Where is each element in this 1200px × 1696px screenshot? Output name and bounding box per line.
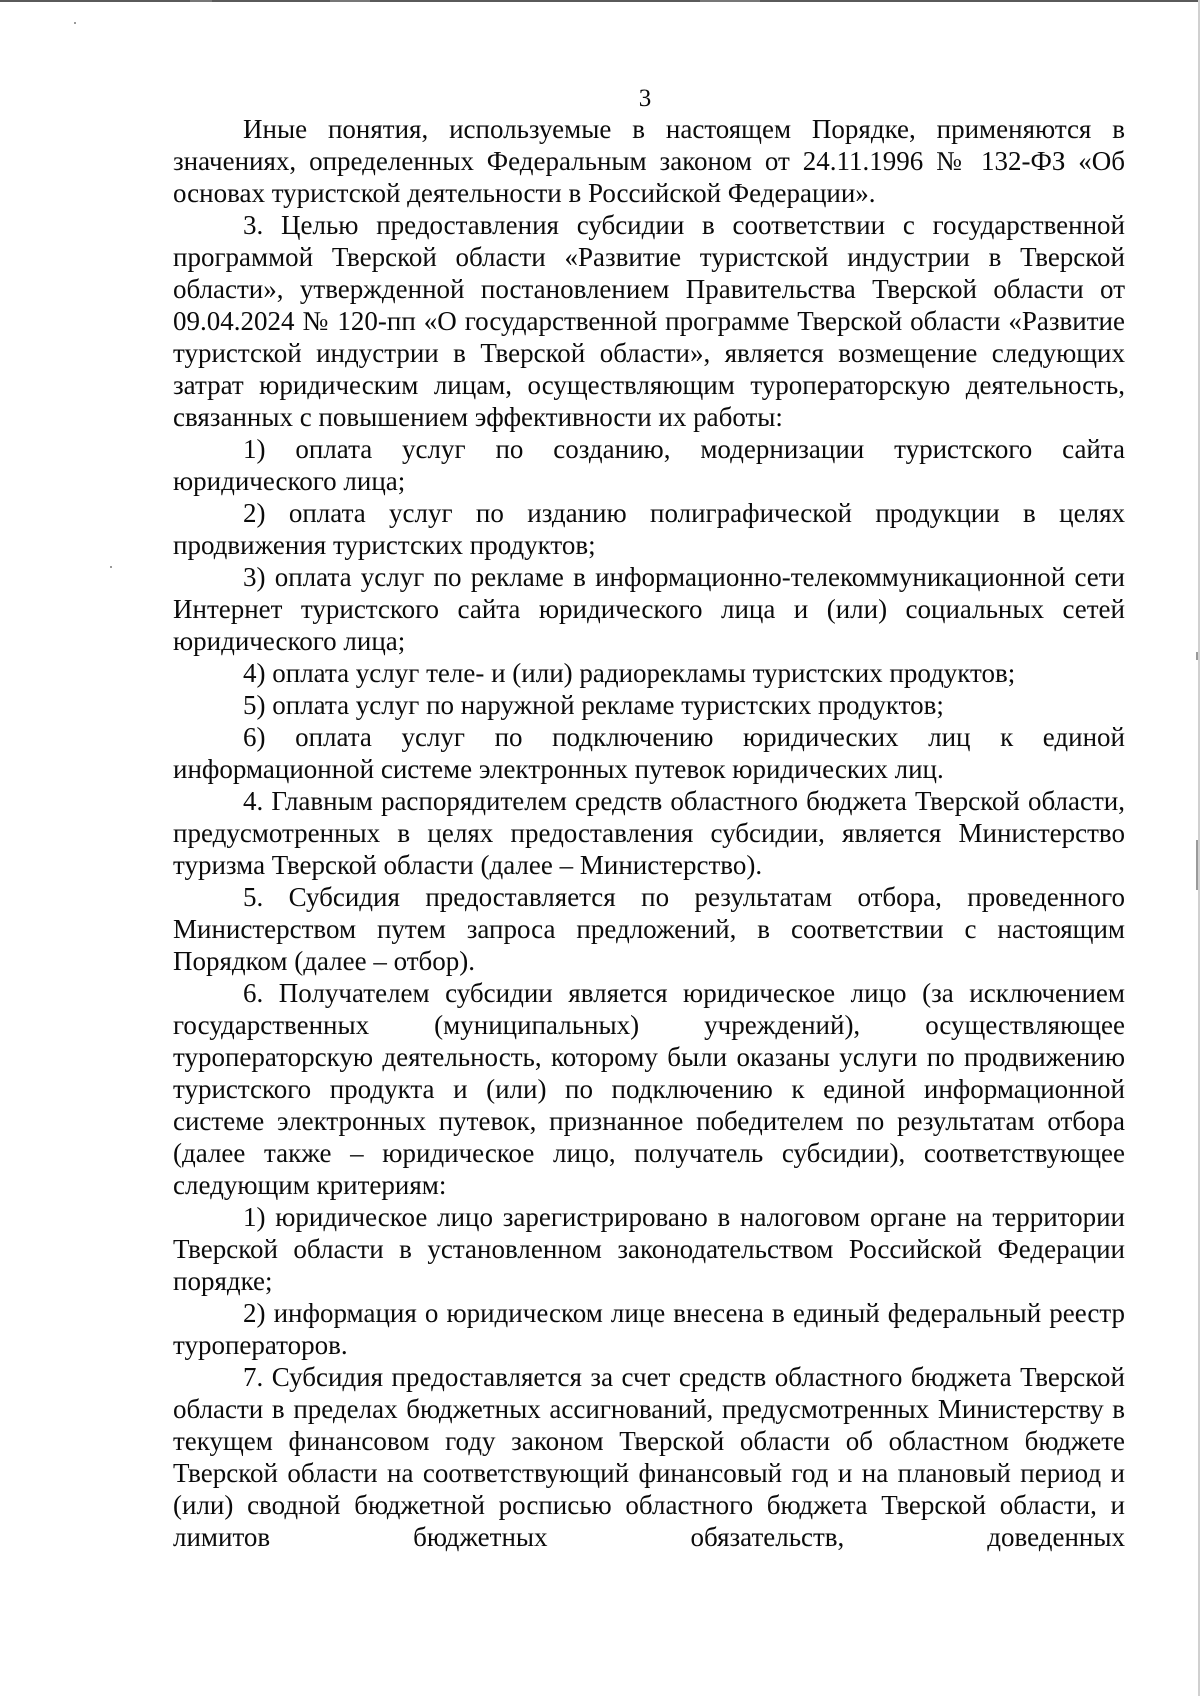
scan-top-edge [0, 0, 1200, 2]
paragraph-definitions: Иные понятия, используемые в настоящем Порядке, применяются в значениях, определенных Федеральным законом от 24.11.1996 № 132-ФЗ «Об основах туристской деятельности в Российской Федерации». [173, 114, 1125, 208]
scan-speck [1196, 652, 1198, 660]
list-item-3-5: 5) оплата услуг по наружной рекламе туристских продуктов; [243, 690, 944, 720]
list-item-3-3: 3) оплата услуг по рекламе в информационно-телекоммуникационной сети Интернет туристского сайта юридического лица и (или) социальных сетей юридического лица; [173, 562, 1125, 656]
scan-speck [1196, 840, 1198, 890]
scan-top-mark [700, 0, 760, 2]
paragraph-6-recipient: 6. Получателем субсидии является юридическое лицо (за исключением государственных (муниципальных) учреждений), осуществляющее туроператорскую деятельность, которому были оказаны услуги по продвижению туристского продукта и (или) по подключению к единой информационной системе электронных путевок, признанное победителем по результатам отбора (далее также – юридическое лицо, получатель субсидии), соответствующее следующим критериям: [173, 978, 1125, 1200]
list-item-3-4: 4) оплата услуг теле- и (или) радиорекламы туристских продуктов; [243, 658, 1016, 688]
list-item-3-6: 6) оплата услуг по подключению юридических лиц к единой информационной системе электронных путевок юридических лиц. [173, 722, 1125, 784]
paragraph-3-purpose: 3. Целью предоставления субсидии в соответствии с государственной программой Тверской области «Развитие туристской индустрии в Тверской области», утвержденной постановлением Правительства Тверской области от 09.04.2024 № 120-пп «О государственной программе Тверской области «Развитие туристской индустрии в Тверской области», является возмещение следующих затрат юридическим лицам, осуществляющим туроператорскую деятельность, связанных с повышением эффективности их работы: [173, 210, 1125, 432]
paragraph-5-selection: 5. Субсидия предоставляется по результатам отбора, проведенного Министерством путем запроса предложений, в соответствии с настоящим Порядком (далее – отбор). [173, 882, 1125, 976]
scan-speck [110, 566, 112, 568]
criteria-item-1: 1) юридическое лицо зарегистрировано в налоговом органе на территории Тверской области в установленном законодательством Российской Федерации порядке; [173, 1202, 1125, 1296]
criteria-item-2: 2) информация о юридическом лице внесена в единый федеральный реестр туроператоров. [173, 1298, 1125, 1360]
document-body [173, 113, 1125, 1553]
paragraph-4-administrator: 4. Главным распорядителем средств областного бюджета Тверской области, предусмотренных в целях предоставления субсидии, является Министерство туризма Тверской области (далее – Министерство). [173, 786, 1125, 880]
paragraph-7-funding: 7. Субсидия предоставляется за счет средств областного бюджета Тверской области в пределах бюджетных ассигнований, предусмотренных Министерству в текущем финансовом году законом Тверской области об областном бюджете Тверской области на соответствующий финансовый год и на плановый период и (или) сводной бюджетной росписью областного бюджета Тверской области, и лимитов бюджетных обязательств, доведенных [173, 1362, 1125, 1552]
scan-top-mark [190, 0, 212, 2]
scan-speck [74, 22, 76, 24]
list-item-3-2: 2) оплата услуг по изданию полиграфической продукции в целях продвижения туристских продуктов; [173, 498, 1125, 560]
list-item-3-1: 1) оплата услуг по созданию, модернизации туристского сайта юридического лица; [173, 434, 1125, 496]
scan-top-mark [330, 0, 370, 2]
page-number: 3 [638, 85, 652, 112]
